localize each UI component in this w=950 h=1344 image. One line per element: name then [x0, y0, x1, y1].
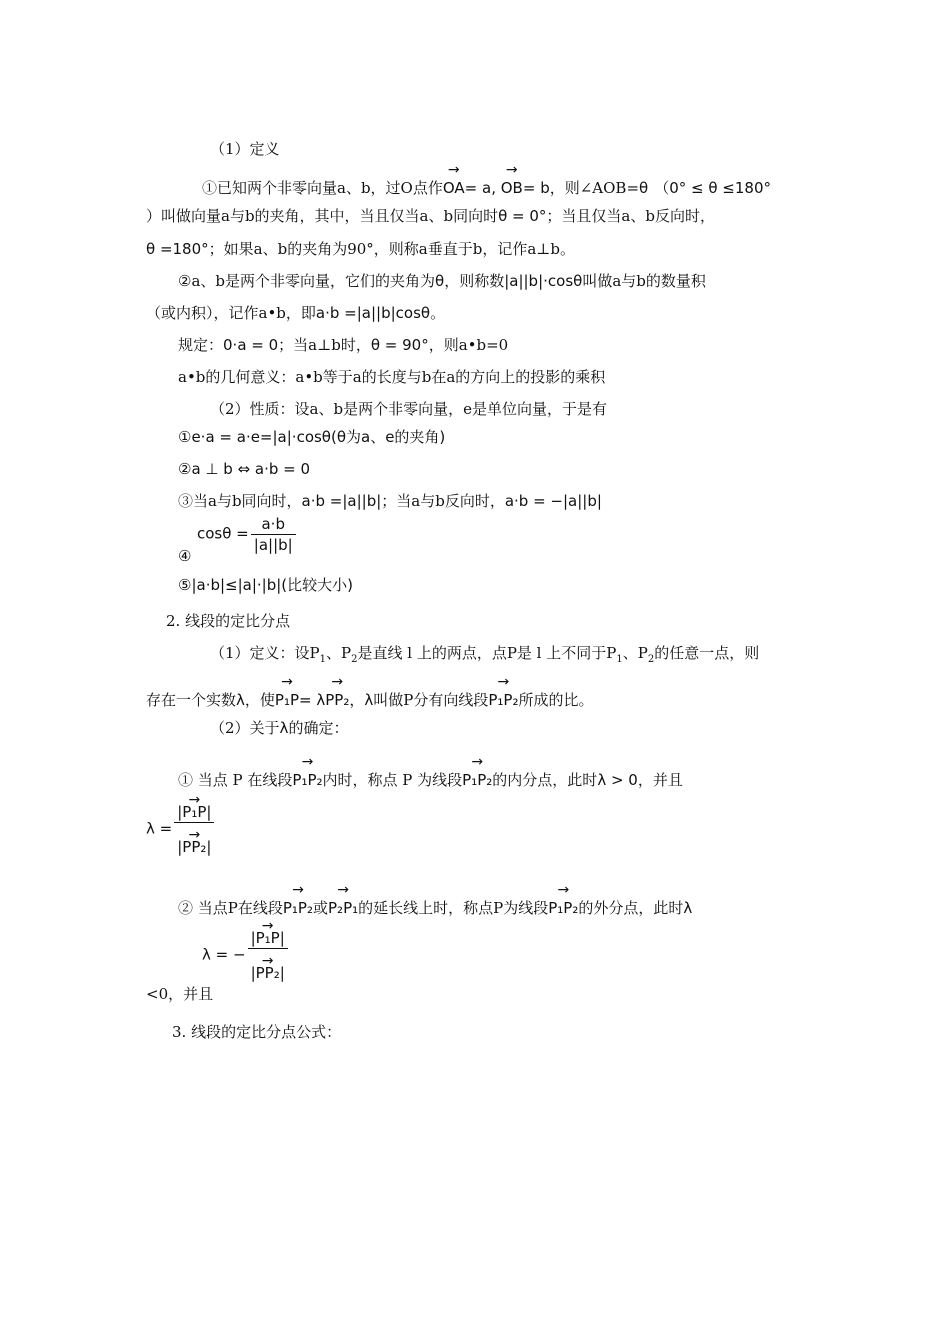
numerator: → |P₁P|: [248, 928, 288, 949]
vector-p1p2: → P₁P₂: [292, 764, 322, 790]
text: 的内分点，此时: [492, 771, 598, 789]
paragraph-line: [146, 239, 575, 259]
text: ，则称数: [444, 272, 505, 290]
section-3-heading: [172, 1022, 341, 1042]
text: ①已知两个非零向量a、b，过O点作: [202, 179, 443, 197]
property-5: [178, 575, 353, 595]
formula: = b: [522, 179, 550, 197]
paragraph-line: [146, 206, 715, 226]
paragraph-angle-def: [202, 172, 771, 198]
text: 的外分点，此时: [578, 899, 684, 917]
vector-p2p1: → P₂P₁: [328, 892, 358, 918]
vector-p1p2: → P₁P₂: [548, 892, 578, 918]
numerator: → |P₁P|: [174, 802, 214, 823]
denominator: |a||b|: [253, 536, 293, 554]
formula: a·b =|a||b|: [301, 492, 382, 510]
formula: θ =180°: [146, 240, 209, 258]
section-lambda-heading: [210, 718, 348, 738]
text: 、P: [326, 644, 352, 662]
formula: λ: [236, 691, 245, 709]
text: ；如果a、b的夹角为90°，则称a垂直于b，记作a⊥b。: [208, 240, 575, 258]
paragraph-line: [146, 984, 213, 1004]
subscript: 1: [319, 654, 327, 665]
text: ②a、b是两个非零向量，它们的夹角为: [178, 272, 435, 290]
vector-p1p2: → P₁P₂: [488, 684, 518, 710]
denominator: → |PP₂|: [248, 963, 288, 983]
text: ⑤: [178, 576, 192, 594]
text: 。: [430, 304, 446, 322]
paragraph-external-division: [178, 892, 692, 918]
text: 、P: [622, 644, 648, 662]
property-4-formula: [197, 514, 298, 555]
vector-p1p2: → P₁P₂: [462, 764, 492, 790]
vector-ob: → OB: [501, 172, 523, 198]
paragraph-internal-division: [178, 764, 683, 790]
formula: θ: [639, 179, 649, 197]
formula: λ: [364, 691, 374, 709]
vector-p1p: → P₁P: [275, 684, 299, 710]
text: ，则a•b=0: [428, 336, 509, 354]
property-1: [178, 427, 445, 447]
text: 规定：: [178, 336, 224, 354]
property-2: [178, 459, 310, 479]
text: 是直线 l 上的两点，点P是 l 上不同于P: [357, 644, 617, 662]
formula: a·b =|a||b|cosθ: [315, 304, 431, 322]
text: ；当且仅当a、b反向时，: [546, 207, 715, 225]
formula: θ: [435, 272, 445, 290]
paragraph-rule: [178, 335, 508, 355]
formula: λ > 0: [597, 771, 638, 789]
text: 所成的比。: [518, 691, 594, 709]
text: （1）定义: [210, 140, 280, 158]
formula: λ = −: [202, 945, 246, 964]
text: ②: [178, 460, 192, 478]
paragraph-dot-product-def: [178, 271, 706, 291]
fraction: [248, 928, 288, 983]
text: a•b的几何意义：a•b等于a的长度与b在a的方向上的投影的乘积: [178, 368, 606, 386]
property-3: [178, 491, 602, 511]
formula: |a·b|≤|a|·|b|(比较大小): [191, 576, 354, 594]
text: ，使: [244, 691, 275, 709]
text: ，: [349, 691, 365, 709]
paragraph-line: [146, 684, 594, 710]
fraction: [174, 802, 214, 857]
text: 叫做P分有向线段: [373, 691, 489, 709]
text: ①: [178, 428, 192, 446]
formula: |a||b|·cosθ: [504, 272, 583, 290]
fraction: [251, 514, 296, 555]
subscript: 2: [351, 654, 358, 665]
text: <0，并且: [146, 985, 214, 1003]
text: 存在一个实数: [146, 691, 237, 709]
lambda-formula-internal: [146, 802, 216, 857]
formula: λ: [279, 719, 289, 737]
text: （2）性质：设a、b是两个非零向量，e是单位向量，于是有: [210, 400, 607, 418]
text: ；当a与b反向时，: [381, 492, 505, 510]
text: ④: [178, 547, 192, 565]
formula: = λ: [299, 691, 326, 709]
text: ③当a与b同向时，: [178, 492, 302, 510]
text: （1）定义：设P: [210, 644, 320, 662]
text: ）叫做向量a与b的夹角，其中，当且仅当a、b同向时: [146, 207, 499, 225]
subscript: 1: [616, 654, 623, 665]
formula: e·a = a·e=|a|·cosθ(θ为a、e的夹角): [191, 428, 446, 446]
vector-pp2: → PP₂: [325, 684, 349, 710]
section-definition-heading: [210, 139, 280, 159]
formula: = a,: [464, 179, 496, 197]
formula: λ =: [146, 819, 173, 838]
section-properties-heading: [210, 399, 607, 419]
text: ① 当点 P 在线段: [178, 771, 293, 789]
text: 的确定：: [288, 719, 349, 737]
vector-oa: → OA: [443, 172, 465, 198]
formula: 或: [313, 899, 329, 917]
text: 叫做a与b的数量积: [582, 272, 706, 290]
section-2-heading: [166, 611, 290, 631]
text: （: [654, 179, 670, 197]
formula: 0° ≤ θ ≤180°: [669, 179, 772, 197]
denominator: → |PP₂|: [174, 837, 214, 857]
formula: a·b = −|a||b|: [504, 492, 602, 510]
text: 的延长线上时，称点P为线段: [358, 899, 549, 917]
text: 内时，称点 P 为线段: [322, 771, 463, 789]
text: 2. 线段的定比分点: [166, 612, 291, 630]
paragraph-geometric-meaning: [178, 367, 605, 387]
text: （2）关于: [210, 719, 280, 737]
text: ② 当点P在线段: [178, 899, 283, 917]
formula: 0·a = 0: [223, 336, 279, 354]
text: 3. 线段的定比分点公式：: [172, 1023, 342, 1041]
formula: θ = 90°: [370, 336, 429, 354]
formula: cosθ =: [197, 524, 249, 543]
subscript: 2: [647, 654, 655, 665]
numerator: a·b: [251, 514, 296, 535]
text: （或内积），记作a•b，即: [146, 304, 316, 322]
formula: a ⊥ b ⇔ a·b = 0: [191, 460, 311, 478]
vector-p1p2: → P₁P₂: [283, 892, 313, 918]
text: 的任意一点，则: [654, 644, 760, 662]
text: ，并且: [637, 771, 683, 789]
text: ；当a⊥b时，: [278, 336, 371, 354]
text: ，则∠AOB=: [549, 179, 640, 197]
paragraph-division-def: [210, 643, 759, 670]
formula: θ = 0°: [498, 207, 547, 225]
paragraph-line: [146, 303, 445, 323]
lambda-formula-external: [202, 928, 290, 983]
property-4-marker: [178, 546, 191, 566]
formula: λ: [683, 899, 693, 917]
